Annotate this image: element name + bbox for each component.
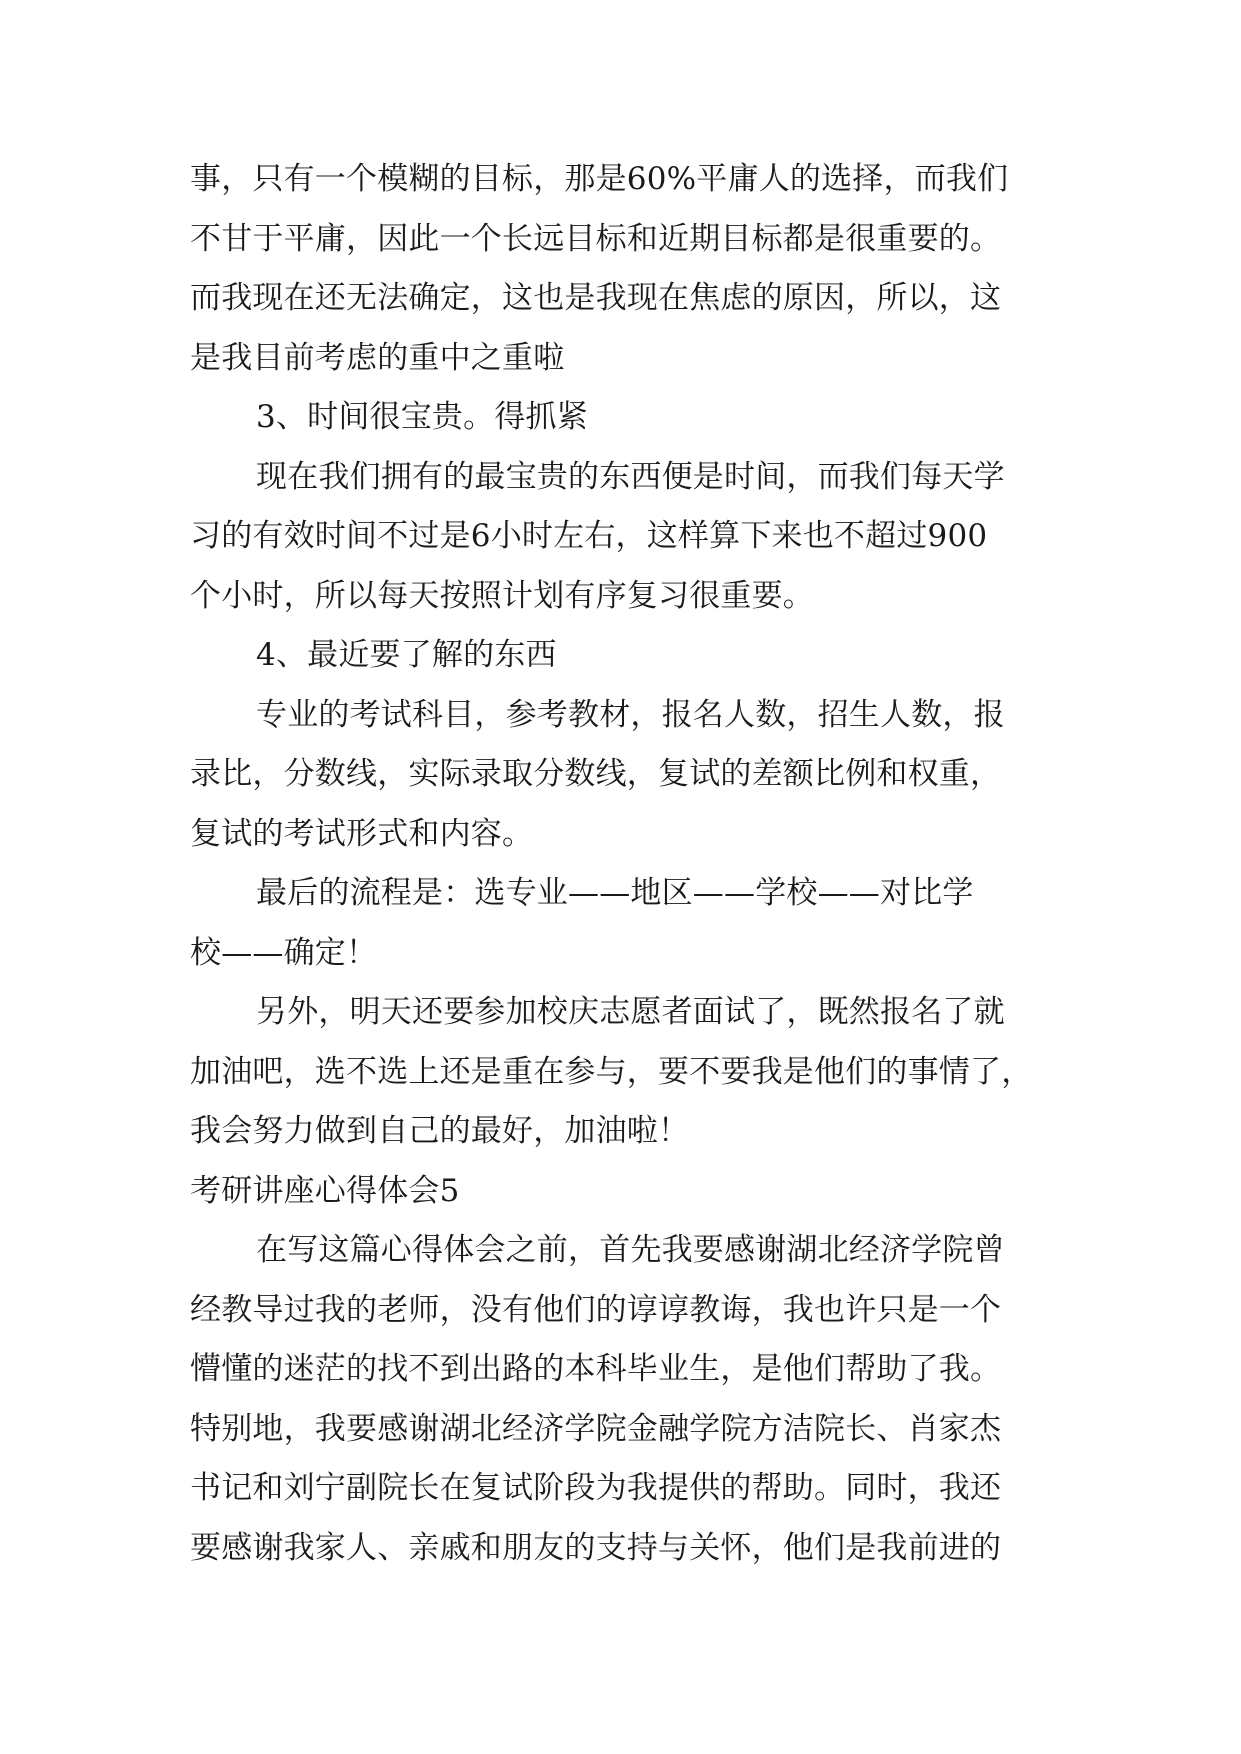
text-line: 专业的考试科目，参考教材，报名人数，招生人数，报	[256, 696, 1005, 733]
text-line: 特别地，我要感谢湖北经济学院金融学院方洁院长、肖家杰	[190, 1410, 1002, 1447]
text-line: 复试的考试形式和内容。	[190, 815, 534, 852]
text-line: 4、最近要了解的东西	[256, 637, 557, 673]
text-line: 书记和刘宁副院长在复试阶段为我提供的帮助。同时，我还	[190, 1470, 1002, 1506]
text-line: 录比，分数线，实际录取分数线，复试的差额比例和权重，	[190, 756, 1002, 792]
text-line: 校——确定！	[190, 934, 378, 971]
text-line: 最后的流程是：选专业——地区——学校——对比学	[256, 875, 974, 911]
text-line: 3、时间很宝贵。得抓紧	[256, 399, 588, 435]
text-line: 在写这篇心得体会之前，首先我要感谢湖北经济学院曾	[256, 1232, 1005, 1268]
text-line: 现在我们拥有的最宝贵的东西便是时间，而我们每天学	[256, 458, 1005, 495]
text-line: 是我目前考虑的重中之重啦	[190, 339, 565, 376]
text-line: 懵懂的迷茫的找不到出路的本科毕业生，是他们帮助了我。	[190, 1351, 1002, 1387]
document-body	[190, 150, 1060, 1578]
text-line: 习的有效时间不过是6小时左右，这样算下来也不超过900	[190, 518, 988, 554]
text-line: 另外，明天还要参加校庆志愿者面试了，既然报名了就	[256, 994, 1005, 1030]
text-line: 不甘于平庸，因此一个长远目标和近期目标都是很重要的。	[190, 220, 1002, 257]
text-line: 要感谢我家人、亲戚和朋友的支持与关怀，他们是我前进的	[190, 1529, 1002, 1566]
text-line: 加油吧，选不选上还是重在参与，要不要我是他们的事情了，	[190, 1053, 1033, 1090]
text-line: 个小时，所以每天按照计划有序复习很重要。	[190, 577, 814, 614]
text-line: 而我现在还无法确定，这也是我现在焦虑的原因，所以，这	[190, 280, 1002, 316]
section-heading: 考研讲座心得体会5	[190, 1172, 460, 1209]
text-line: 我会努力做到自己的最好，加油啦！	[190, 1113, 690, 1149]
text-line: 经教导过我的老师，没有他们的谆谆教诲，我也许只是一个	[190, 1291, 1002, 1328]
text-line: 事，只有一个模糊的目标，那是60%平庸人的选择，而我们	[190, 161, 1009, 197]
